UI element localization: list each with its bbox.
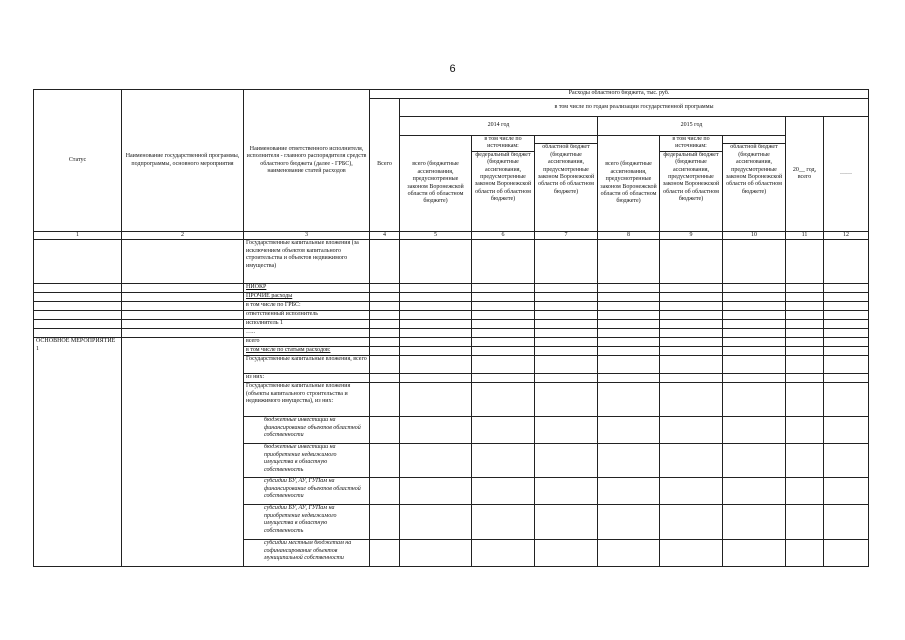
row-label: бюджетные инвестиции на приобретение недвижимого имущества в областную собственность (244, 444, 370, 478)
row-label: исполнитель 1 (244, 320, 370, 329)
page-number: 6 (449, 63, 456, 75)
row-label: Государственные капитальные вложения, всего (244, 356, 370, 374)
col-num: 5 (400, 232, 472, 240)
row-label: ….. (244, 329, 370, 338)
row-status: ОСНОВНОЕ МЕРОПРИЯТИЕ 1 (34, 338, 122, 567)
header-federal-2015 (660, 136, 723, 232)
header-sources-2015: в том числе по источникам: (660, 136, 722, 152)
table-row (34, 338, 869, 347)
header-regional-2014-label: областной бюджет (бюджетные ассигнования, предусмотренные законом Воронежской области об областном бюджете) (537, 144, 595, 195)
row-label: Государственные капитальные вложения (за исключением объектов капитального строительства и объектов недвижимого имущества) (244, 240, 370, 284)
table-row (34, 240, 869, 284)
row-label: НИОКР (244, 284, 370, 293)
header-year-n: 20__ год, всего (786, 117, 824, 232)
col-num: 4 (370, 232, 400, 240)
col-num: 2 (122, 232, 244, 240)
row-label: в том числе по ГРБС: (244, 302, 370, 311)
table-row (34, 284, 869, 293)
table-row (34, 293, 869, 302)
row-label: всего (244, 338, 370, 347)
col-num: 9 (660, 232, 723, 240)
header-federal-2014 (472, 136, 535, 232)
header-year-2015: 2015 год (598, 117, 786, 136)
col-num: 3 (244, 232, 370, 240)
header-regional-2014 (535, 136, 598, 232)
row-label: в том числе по статьям расходов: (244, 347, 370, 356)
col-num: 11 (786, 232, 824, 240)
row-label: Государственные капитальные вложения (объекты капитального строительства и недвижимого имущества), из них: (244, 383, 370, 417)
header-regional-2015 (723, 136, 786, 232)
header-total-budget-2014: всего (бюджетные ассигнования, предусмотренные законом Воронежской области об областном бюджете) (400, 136, 472, 232)
table-row (34, 302, 869, 311)
header-by-years: в том числе по годам реализации государственной программы (400, 99, 869, 117)
col-num: 12 (824, 232, 869, 240)
header-executor: Наименование ответственного исполнителя, исполнителя - главного распорядителя средств областного бюджета (далее - ГРБС), наименование статей расходов (244, 90, 370, 232)
header-sources-2014: в том числе по источникам: (472, 136, 534, 152)
header-regional-2015-label: областной бюджет (бюджетные ассигнования, предусмотренные законом Воронежской области об областном бюджете) (725, 144, 783, 195)
row-label: бюджетные инвестиции на финансирование объектов областной собственности (244, 417, 370, 444)
header-year-2014: 2014 год (400, 117, 598, 136)
col-num: 10 (723, 232, 786, 240)
table-row (34, 329, 869, 338)
header-total: Всего (370, 99, 400, 232)
row-label: ответственный исполнитель (244, 311, 370, 320)
header-expenses: Расходы областного бюджета, тыс. руб. (370, 90, 869, 99)
row-label: из них: (244, 374, 370, 383)
column-numbers-row (34, 232, 869, 240)
row-label: субсидии местным бюджетам на софинансирование объектов муниципальной собственности (244, 540, 370, 567)
header-dots: …… (824, 117, 869, 232)
expenses-table (33, 89, 869, 567)
table-row (34, 311, 869, 320)
header-federal-2015-label: федеральный бюджет (бюджетные ассигнования, предусмотренные законом Воронежской области об областном бюджете) (662, 151, 720, 203)
header-federal-2014-label: федеральный бюджет (бюджетные ассигнования, предусмотренные законом Воронежской области об областном бюджете) (474, 151, 532, 203)
header-total-budget-2015: всего (бюджетные ассигнования, предусмотренные законом Воронежской области об областном бюджете) (598, 136, 660, 232)
col-num: 1 (34, 232, 122, 240)
col-num: 7 (535, 232, 598, 240)
col-num: 6 (472, 232, 535, 240)
header-status: Статус (34, 90, 122, 232)
col-num: 8 (598, 232, 660, 240)
row-label: субсидии БУ, АУ, ГУПам на финансирование объектов областной собственности (244, 478, 370, 505)
table-row (34, 320, 869, 329)
row-label: субсидии БУ, АУ, ГУПам на приобретение недвижимого имущества в областную собственность (244, 505, 370, 540)
header-program-name: Наименование государственной программы, подпрограммы, основного мероприятия (122, 90, 244, 232)
row-label: ПРОЧИЕ расходы (244, 293, 370, 302)
